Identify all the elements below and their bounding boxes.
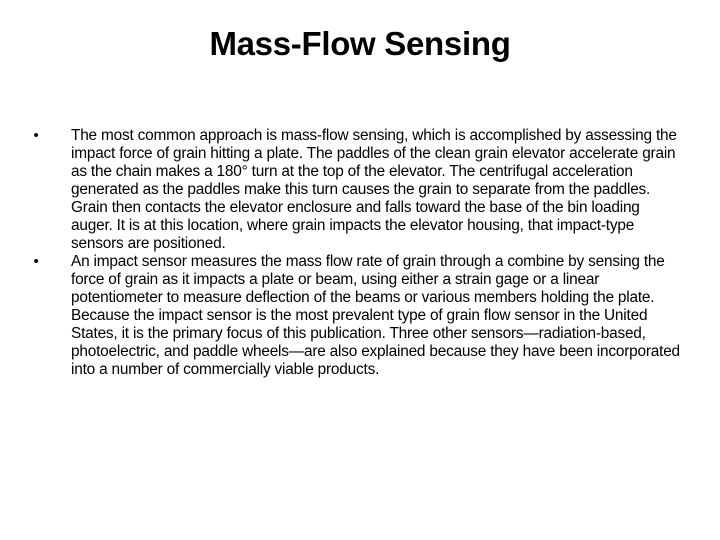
bullet-marker: • — [33, 127, 39, 144]
bullet-item-mass-flow — [33, 127, 683, 253]
bullet-item-impact-sensor — [33, 253, 683, 379]
bullet-text: measures the mass flow rate of grain through a combine by sensing the force of grain as it impacts a plate or beam, using either a strain gage or a linear potentiometer to measure deflection of the beams or various members holding the plate. Because the impact sensor is the most prevalent type of grain flow sensor in the United States, it is the primary focus of this publication. Three other sensors—radiation-based, photoelectric, and paddle wheels—are also explained because they have been incorporated into a number of commercially viable products. — [71, 253, 680, 378]
bullet-text: The most common approach is mass-flow sensing, which is accomplished by assessing the impact force of grain hitting a plate. The paddles of the clean grain elevator accelerate grain as the chain makes a 180° turn at the top of the elevator. The centrifugal acceleration generated as the paddles make this turn causes the grain to separate from the paddles. Grain then contacts the elevator enclosure and falls toward the base of the bin loading auger. It is at this location, where grain impacts the elevator housing, that impact-type sensors are positioned. — [71, 127, 677, 252]
bullet-list — [0, 127, 720, 379]
bullet-lead-text: An — [71, 253, 94, 270]
slide-title: Mass-Flow Sensing — [209, 25, 511, 62]
bullet-marker: • — [33, 253, 39, 270]
impact-sensor-term: impact sensor — [93, 253, 187, 270]
